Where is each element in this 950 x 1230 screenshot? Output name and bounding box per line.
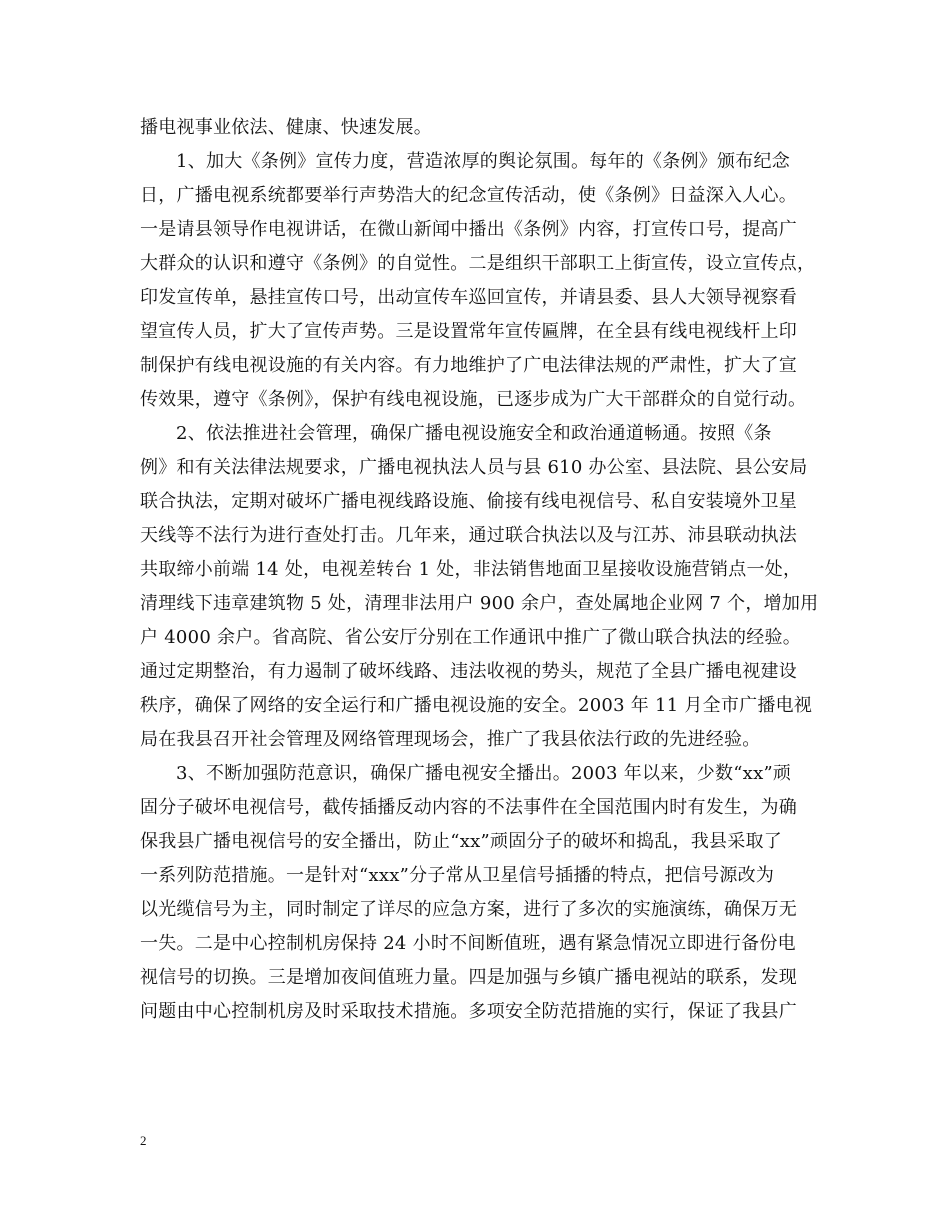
- text-line: 印发宣传单，悬挂宣传口号，出动宣传车巡回宣传，并请县委、县人大领导视察看: [140, 287, 797, 308]
- paragraph-2-heading-line: 2、依法推进社会管理，确保广播电视设施安全和政治通道畅通。按照《条: [176, 423, 772, 444]
- text-line: 传效果，遵守《条例》，保护有线电视设施，已逐步成为广大干部群众的自觉行动。: [140, 389, 807, 410]
- text-line: 一是请县领导作电视讲话，在微山新闻中播出《条例》内容，打宣传口号，提高广: [140, 219, 797, 240]
- text-line: 制保护有线电视设施的有关内容。有力地维护了广电法律法规的严肃性，扩大了宣: [140, 355, 797, 376]
- text-line: 大群众的认识和遵守《条例》的自觉性。二是组织干部职工上街宣传，设立宣传点，: [140, 253, 816, 274]
- text-line: 清理线下违章建筑物 5 处，清理非法用户 900 余户，查处属地企业网 7 个，增加用: [140, 593, 819, 614]
- text-line: 户 4000 余户。省高院、省公安厅分别在工作通讯中推广了微山联合执法的经验。: [140, 627, 801, 648]
- text-line: 例》和有关法律法规要求，广播电视执法人员与县 610 办公室、县法院、县公安局: [140, 457, 808, 478]
- text-line: 固分子破坏电视信号，截传插播反动内容的不法事件在全国范围内时有发生，为确: [140, 797, 797, 818]
- text-line: 一系列防范措施。一是针对“xxx”分子常从卫星信号插播的特点，把信号源改为: [140, 865, 775, 886]
- text-line: 局在我县召开社会管理及网络管理现场会，推广了我县依法行政的先进经验。: [140, 729, 761, 750]
- text-line: 一失。二是中心控制机房保持 24 小时不间断值班，遇有紧急情况立即进行备份电: [140, 933, 796, 954]
- paragraph-3-heading-line: 3、不断加强防范意识，确保广播电视安全播出。2003 年以来，少数“xx”顽: [176, 763, 792, 784]
- text-line: 共取缔小前端 14 处，电视差转台 1 处，非法销售地面卫星接收设施营销点一处，: [140, 559, 802, 580]
- text-line: 联合执法，定期对破坏广播电视线路设施、偷接有线电视信号、私自安装境外卫星: [140, 491, 797, 512]
- page-number: 2: [140, 1133, 147, 1148]
- text-line: 秩序，确保了网络的安全运行和广播电视设施的安全。2003 年 11 月全市广播电视: [140, 695, 813, 716]
- text-line: 望宣传人员，扩大了宣传声势。三是设置常年宣传匾牌，在全县有线电视线杆上印: [140, 321, 797, 342]
- text-line: 日，广播电视系统都要举行声势浩大的纪念宣传活动，使《条例》日益深入人心。: [140, 185, 797, 206]
- text-line: 播电视事业依法、健康、快速发展。: [140, 117, 432, 138]
- text-line: 以光缆信号为主，同时制定了详尽的应急方案，进行了多次的实施演练，确保万无: [140, 899, 797, 920]
- text-line: 保我县广播电视信号的安全播出，防止“xx”顽固分子的破坏和捣乱，我县采取了: [140, 831, 782, 852]
- text-line: 问题由中心控制机房及时采取技术措施。多项安全防范措施的实行，保证了我县广: [140, 1001, 797, 1022]
- text-line: 视信号的切换。三是增加夜间值班力量。四是加强与乡镇广播电视站的联系，发现: [140, 967, 797, 988]
- paragraph-1-heading-line: 1、加大《条例》宣传力度，营造浓厚的舆论氛围。每年的《条例》颁布纪念: [176, 151, 790, 172]
- text-line: 天线等不法行为进行查处打击。几年来，通过联合执法以及与江苏、沛县联动执法: [140, 525, 797, 546]
- text-line: 通过定期整治，有力遏制了破坏线路、违法收视的势头，规范了全县广播电视建设: [140, 661, 797, 682]
